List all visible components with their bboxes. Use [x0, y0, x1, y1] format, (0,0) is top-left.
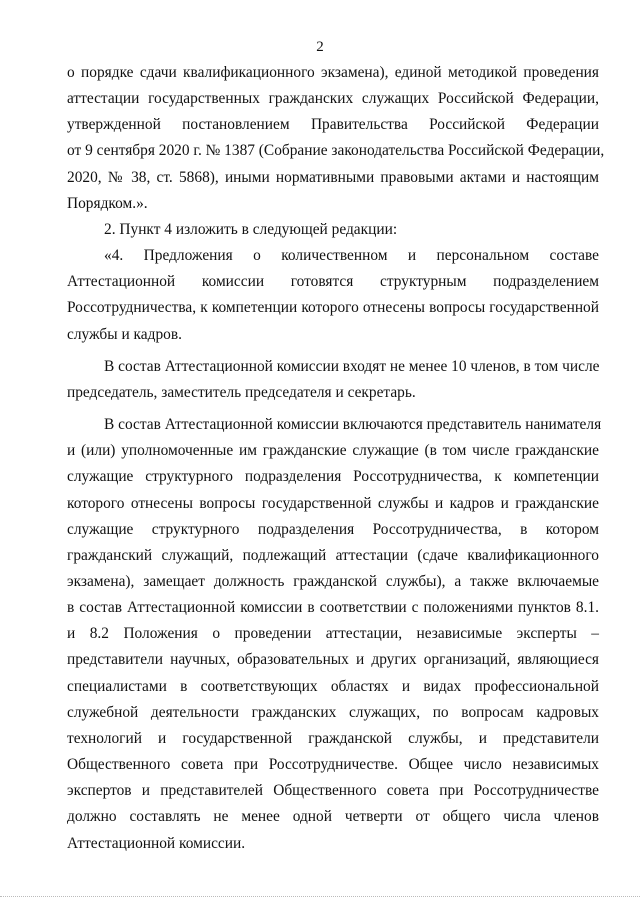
text-line: служащие структурного подразделения Россотрудничества, к компетенции: [67, 468, 599, 486]
text-line: председатель, заместитель председателя и секретарь.: [67, 383, 416, 401]
text-line: и 8.2 Положения о проведении аттестации, независимые эксперты –: [67, 625, 599, 643]
text-line: от 9 сентября 2020 г. № 1387 (Собрание законодательства Российской Федерации,: [67, 142, 605, 160]
text-line: Общественного совета при Россотрудничестве. Общее число независимых: [67, 756, 599, 774]
text-line: экспертов и представителей Общественного совета при Россотрудничестве: [67, 782, 599, 800]
text-line: 2. Пункт 4 изложить в следующей редакции:: [104, 220, 398, 238]
text-line: представители научных, образовательных и других организаций, являющиеся: [67, 651, 599, 669]
text-line: 2020, № 38, ст. 5868), иными нормативными правовыми актами и настоящим: [67, 168, 599, 186]
text-line: «4. Предложения о количественном и персональном составе: [104, 247, 599, 265]
page-number: 2: [316, 39, 324, 55]
text-line: специалистами в соответствующих областях и видах профессиональной: [67, 677, 599, 695]
text-line: которого отнесены вопросы государственной службы и кадров и гражданские: [67, 494, 599, 512]
text-line: В состав Аттестационной комиссии включаются представитель нанимателя: [104, 416, 602, 434]
text-line: В состав Аттестационной комиссии входят не менее 10 членов, в том числе: [104, 357, 600, 375]
text-line: Порядком.».: [67, 194, 148, 212]
text-line: Россотрудничества, к компетенции которого отнесены вопросы государственной: [67, 299, 599, 317]
text-line: и (или) уполномоченные им гражданские служащие (в том числе гражданские: [67, 442, 599, 460]
text-line: аттестации государственных гражданских служащих Российской Федерации,: [67, 90, 599, 108]
text-line: службы и кадров.: [67, 325, 182, 343]
text-line: в состав Аттестационной комиссии в соответствии с положениями пунктов 8.1.: [67, 599, 599, 617]
text-line: Аттестационной комиссии готовятся структурным подразделением: [67, 273, 599, 291]
text-line: технологий и государственной гражданской службы, и представители: [67, 729, 599, 747]
text-line: служащие структурного подразделения Россотрудничества, в котором: [67, 520, 599, 538]
text-line: служебной деятельности гражданских служащих, по вопросам кадровых: [67, 703, 599, 721]
text-line: Аттестационной комиссии.: [67, 834, 246, 852]
document-body: [67, 60, 605, 857]
text-line: гражданский служащий, подлежащий аттестации (сдаче квалификационного: [67, 546, 599, 564]
text-line: о порядке сдачи квалификационного экзамена), единой методикой проведения: [67, 64, 599, 81]
page-bottom-edge: [0, 896, 640, 897]
text-line: экзамена), замещает должность гражданской службы), а также включаемые: [67, 572, 599, 590]
text-line: должно составлять не менее одной четверти от общего числа членов: [67, 808, 599, 826]
text-line: утвержденной постановлением Правительства Российской Федерации: [67, 116, 599, 134]
